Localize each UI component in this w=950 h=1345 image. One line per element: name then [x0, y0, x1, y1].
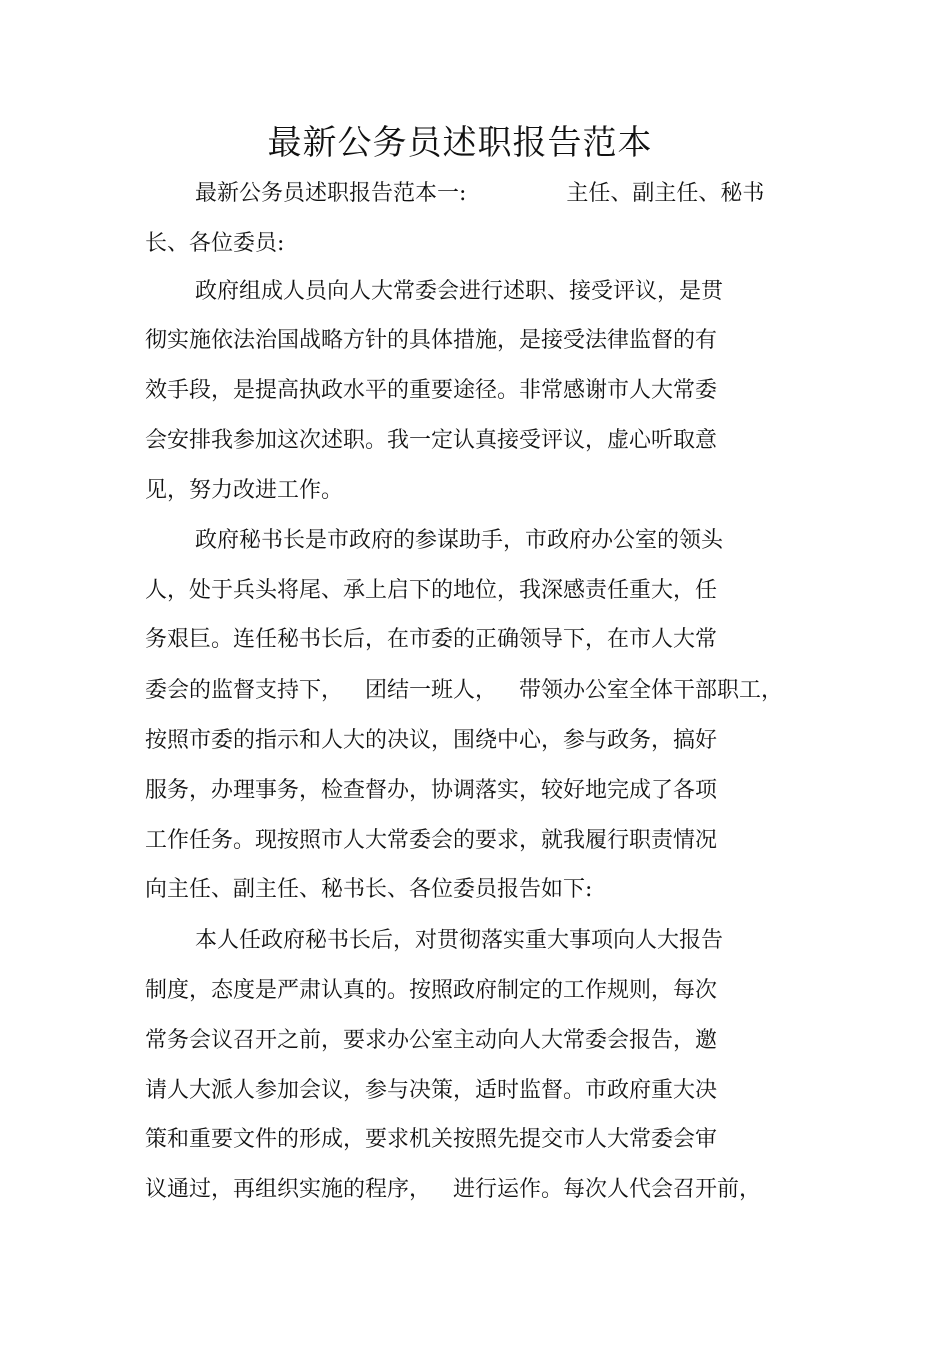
split-segment: 团结一班人，: [365, 678, 498, 703]
paragraph-line: 政府秘书长是市政府的参谋助手，市政府办公室的领头: [195, 528, 724, 553]
split-segment: 议通过，再组织实施的程序，: [145, 1177, 432, 1202]
paragraph-line: 彻实施依法治国战略方针的具体措施，是接受法律监督的有: [145, 328, 718, 353]
intro-lead: 最新公务员述职报告范本一:: [195, 181, 467, 206]
salutation-part-1: 主任、副主任、秘书: [566, 181, 765, 206]
paragraph-line: 工作任务。现按照市人大常委会的要求，就我履行职责情况: [145, 828, 718, 853]
split-segment: 带领办公室全体干部职工，: [519, 678, 784, 703]
paragraph-line-split: [145, 1174, 761, 1206]
paragraph-line: 效手段，是提高执政水平的重要途径。非常感谢市人大常委: [145, 378, 718, 403]
paragraph-line: 见，努力改进工作。: [145, 478, 344, 503]
paragraph-line: 本人任政府秘书长后，对贯彻落实重大事项向人大报告: [195, 928, 724, 953]
salutation-line: 长、各位委员:: [145, 231, 285, 256]
paragraph-line: 务艰巨。连任秘书长后，在市委的正确领导下，在市人大常: [145, 627, 718, 652]
split-segment: 委会的监督支持下，: [145, 678, 344, 703]
document-title: 最新公务员述职报告范本: [267, 123, 653, 163]
paragraph-line: 请人大派人参加会议，参与决策，适时监督。市政府重大决: [145, 1078, 718, 1103]
intro-line: [195, 178, 764, 210]
paragraph-line: 会安排我参加这次述职。我一定认真接受评议，虚心听取意: [145, 428, 718, 453]
paragraph-line: 服务，办理事务，检查督办，协调落实，较好地完成了各项: [145, 778, 718, 803]
paragraph-line: 策和重要文件的形成，要求机关按照先提交市人大常委会审: [145, 1127, 718, 1152]
paragraph-line: 制度，态度是严肃认真的。按照政府制定的工作规则，每次: [145, 978, 718, 1003]
split-segment: 进行运作。每次人代会召开前，: [453, 1177, 762, 1202]
paragraph-line: 常务会议召开之前，要求办公室主动向人大常委会报告，邀: [145, 1028, 718, 1053]
paragraph-line: 政府组成人员向人大常委会进行述职、接受评议，是贯: [195, 279, 724, 304]
paragraph-line: 人，处于兵头将尾、承上启下的地位，我深感责任重大，任: [145, 578, 718, 603]
paragraph-line-split: [145, 675, 783, 707]
paragraph-line: 向主任、副主任、秘书长、各位委员报告如下:: [145, 877, 593, 902]
paragraph-line: 按照市委的指示和人大的决议，围绕中心，参与政务，搞好: [145, 728, 718, 753]
